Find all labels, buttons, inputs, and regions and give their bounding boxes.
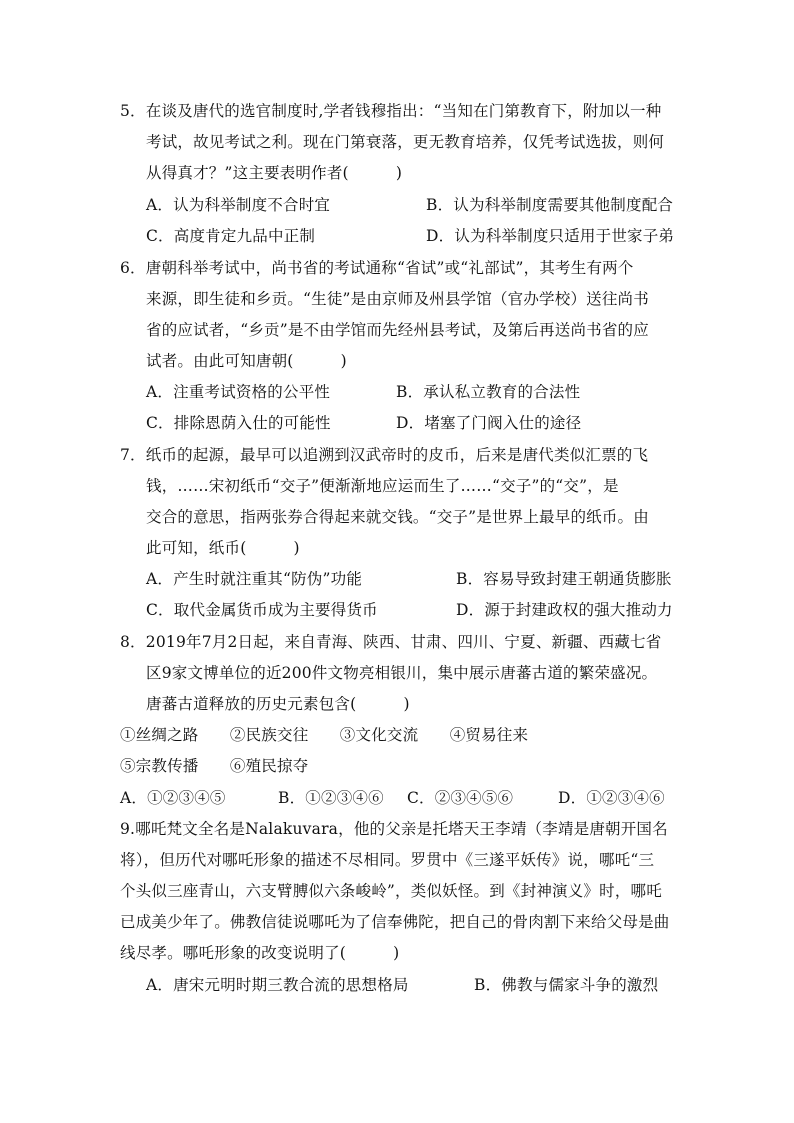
q8-option-c: C．②③④⑤⑥ [407, 789, 514, 807]
q6-stem-line-4: 试者。由此可知唐朝( ) [146, 352, 347, 370]
q7-option-b: B．容易导致封建王朝通货膨胀 [456, 570, 672, 588]
q8-items-line-2: ⑤宗教传播 ⑥殖民掠夺 [120, 757, 309, 775]
q7-stem-line-2: 钱，……宋初纸币“交子”便渐渐地应运而生了……“交子”的“交”，是 [146, 477, 619, 495]
q6-option-a: A．注重考试资格的公平性 [146, 383, 331, 401]
q9-option-a: A．唐宋元明时期三教合流的思想格局 [146, 976, 409, 994]
q7-option-d: D．源于封建政权的强大推动力 [456, 601, 673, 619]
q8-option-b: B．①②③④⑥ [278, 789, 384, 807]
q5-stem-line-1: 5．在谈及唐代的选官制度时,学者钱穆指出：“当知在门第教育下，附加以一种 [120, 102, 662, 120]
q5-stem-line-2: 考试，故见考试之利。现在门第衰落，更无教育培养，仅凭考试选拔，则何 [146, 133, 665, 151]
q5-stem-line-3: 从得真才？”这主要表明作者( ) [146, 164, 403, 182]
q7-stem-line-1: 7．纸币的起源，最早可以追溯到汉武帝时的皮币，后来是唐代类似汇票的飞 [120, 446, 649, 464]
q9-stem-line-1: 9.哪吒梵文全名是Nalakuvara，他的父亲是托塔天王李靖（李靖是唐朝开国名 [120, 820, 668, 838]
q8-stem-line-1: 8．2019年7月2日起，来自青海、陕西、甘肃、四川、宁夏、新疆、西藏七省 [120, 633, 662, 651]
q8-stem-line-3: 唐蕃古道释放的历史元素包含( ) [146, 695, 410, 713]
q8-option-a: A．①②③④⑤ [120, 789, 226, 807]
q7-stem-line-4: 此可知，纸币( ) [146, 539, 300, 557]
q8-stem-line-2: 区9家文博单位的近200件文物亮相银川，集中展示唐蕃古道的繁荣盛况。 [146, 664, 658, 682]
q5-option-a: A．认为科举制度不合时宜 [146, 196, 331, 214]
q9-stem-line-2: 将），但历代对哪吒形象的描述不尽相同。罗贯中《三遂平妖传》说，哪吒“三 [120, 851, 655, 869]
q6-stem-line-3: 省的应试者，“乡贡”是不由学馆而先经州县考试，及第后再送尚书省的应 [146, 321, 649, 339]
q6-option-b: B．承认私立教育的合法性 [396, 383, 581, 401]
q6-stem-line-2: 来源，即生徒和乡贡。“生徒”是由京师及州县学馆（官办学校）送往尚书 [146, 290, 649, 308]
q8-option-d: D．①②③④⑥ [558, 789, 665, 807]
q8-items-line-1: ①丝绸之路 ②民族交往 ③文化交流 ④贸易往来 [120, 726, 529, 744]
q6-stem-line-1: 6．唐朝科举考试中，尚书省的考试通称“省试”或“礼部试”，其考生有两个 [120, 259, 634, 277]
q6-option-d: D．堵塞了门阀入仕的途径 [396, 414, 582, 432]
q7-stem-line-3: 交合的意思，指两张券合得起来就交钱。“交子”是世界上最早的纸币。由 [146, 508, 649, 526]
q7-option-a: A．产生时就注重其“防伪”功能 [146, 570, 363, 588]
q5-option-d: D．认为科举制度只适用于世家子弟 [426, 227, 675, 245]
q5-option-c: C．高度肯定九品中正制 [146, 227, 316, 245]
q9-stem-line-5: 线尽孝。哪吒形象的改变说明了( ) [120, 944, 400, 962]
q7-option-c: C．取代金属货币成为主要得货币 [146, 601, 378, 619]
q9-stem-line-4: 已成美少年了。佛教信徒说哪吒为了信奉佛陀，把自己的骨肉割下来给父母是曲 [120, 913, 670, 931]
q6-option-c: C．排除恩荫入仕的可能性 [146, 414, 331, 432]
q5-option-b: B．认为科举制度需要其他制度配合 [426, 196, 674, 214]
q9-stem-line-3: 个头似三座青山，六支臂膊似六条峻岭”，类似妖怪。到《封神演义》时，哪吒 [120, 882, 662, 900]
q9-option-b: B．佛教与儒家斗争的激烈 [474, 976, 659, 994]
